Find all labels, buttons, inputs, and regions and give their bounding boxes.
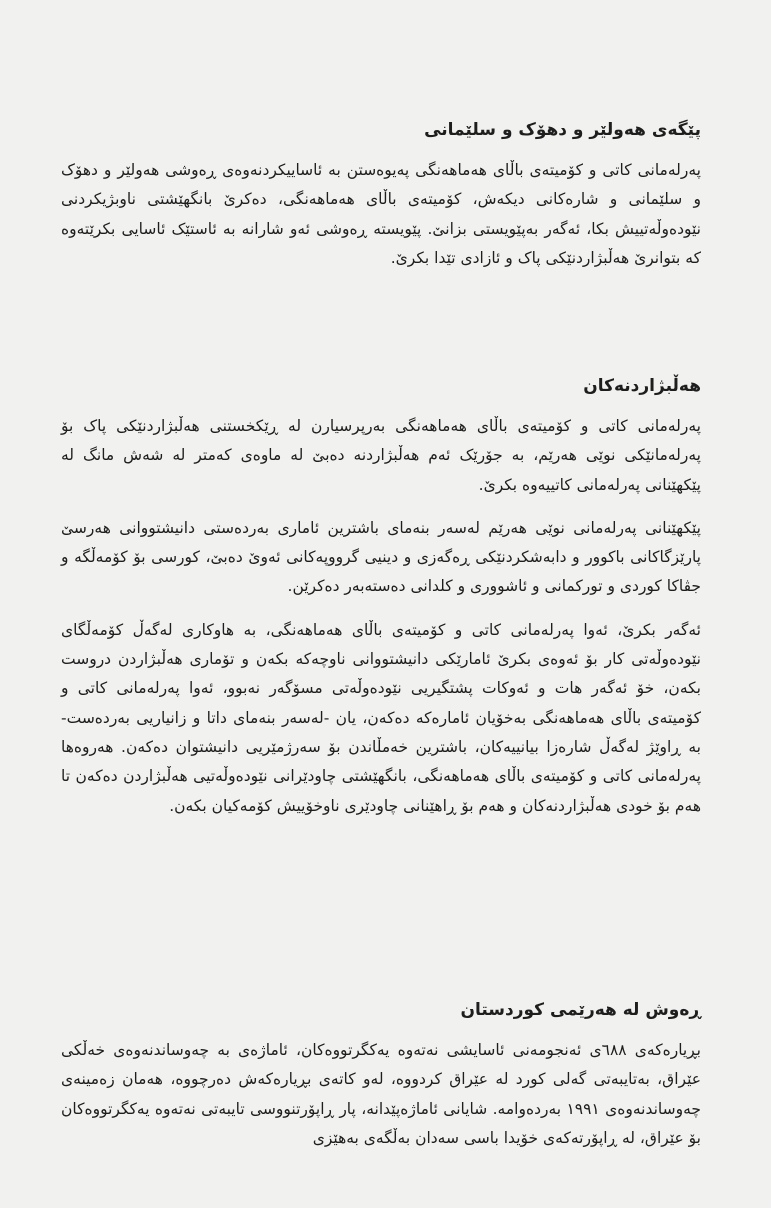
paragraph: ئەگەر بکرێ، ئەوا پەرلەمانی کاتی و کۆمیتەی باڵای هەماهەنگی، بە هاوکاری لەگەڵ کۆمەڵگای نێودەوڵەتی کار بۆ ئەوەی بکرێ ئامارێکی دانیشتووانی ناوچەکە بکەن و تۆماری هەڵبژاردن دروست بکەن، خۆ ئەگەر هات و ئەوکات پشتگیریی نێودەوڵەتی مسۆگەر نەبوو، ئەوا پەرلەمانی کاتی و کۆمیتەی باڵای هەماهەنگی بەخۆیان ئامارەکە دەکەن، یان -لەسەر بنەمای داتا و زانیاریی بەردەست- بە ڕاوێژ لەگەڵ شارەزا بیانییەکان، باشترین خەمڵاندن بۆ سەرژمێریی دانیشتوان دەکەن. هەروەها پەرلەمانی کاتی و کۆمیتەی باڵای هەماهەنگی، بانگهێشتی چاودێرانی نێودەوڵەتیی هەڵبژاردن دەکەن تا هەم بۆ خودی هەڵبژاردنەکان و هەم بۆ ڕاهێنانی چاودێری ناوخۆییش کۆمەکیان بکەن. <box>61 620 701 815</box>
paragraph: پەرلەمانی کاتی و کۆمیتەی باڵای هەماهەنگی بەرپرسیارن لە ڕێکخستنی هەڵبژاردنێکی پاک بۆ پەرلەمانێکی نوێی هەرێم، بە جۆرێک ئەم هەڵبژاردنە دەبێ لە ماوەی کەمتر لە شەش مانگ لە پێکهێنانی پەرلەمانی کاتییەوە بکرێ. <box>61 417 701 494</box>
section-heading: ڕەوش لە هەرێمی کوردستان <box>460 1000 701 1020</box>
paragraph: پەرلەمانی کاتی و کۆمیتەی باڵای هەماهەنگی پەیوەستن بە ئاساییکردنەوەی ڕەوشی هەولێر و دهۆک و سلێمانی و شارەکانی دیکەش، کۆمیتەی باڵای هەماهەنگی، دەکرێ بانگهێشتی ناوبژیکردنی نێودەوڵەتییش بکا، ئەگەر بەپێویستی بزانێ. پێویستە ڕەوشی ئەو شارانە بە ئاستێک ئاسایی بکرێتەوە کە بتوانرێ هەڵبژاردنێکی پاک و ئازادی تێدا بکرێ. <box>61 161 701 267</box>
paragraph: پێکهێنانی پەرلەمانی نوێی هەرێم لەسەر بنەمای باشترین ئاماری بەردەستی دانیشتووانی هەرسێ پارێزگاکانی باکوور و دابەشکردنێکی ڕەگەزی و دینیی گرووپەکانی ئەوێ دەبێ، کورسی بۆ کۆمەڵگە و جڤاکا کوردی و تورکمانی و ئاشووری و کلدانی دەستەبەر دەکرێن. <box>61 518 701 596</box>
section-erbil-duhok-sulaimani <box>61 118 701 273</box>
section-kurdistan-situation <box>61 998 701 1153</box>
paragraph: بڕیارەکەی ٦٨٨ی ئەنجومەنی ئاسایشی نەتەوە یەکگرتووەکان، ئاماژەی بە چەوساندنەوەی خەڵکی عێراق، بەتایبەتی گەلی کورد لە عێراق کردووە، لەو کاتەی بڕیارەکەش دەرچووە، هەمان زەمینەی چەوساندنەوەی ١٩٩١ بەردەوامە. شایانی ئاماژەپێدانە، پار ڕاپۆرتنووسی تایبەتی نەتەوە یەکگرتووەکان بۆ عێراق، لە ڕاپۆرتەکەی خۆیدا باسی سەدان بەڵگەی بەهێزی <box>61 1041 702 1147</box>
section-elections <box>61 374 701 821</box>
section-heading: پێگەی هەولێر و دهۆک و سلێمانی <box>424 120 701 140</box>
section-heading: هەڵبژاردنەکان <box>583 376 701 396</box>
